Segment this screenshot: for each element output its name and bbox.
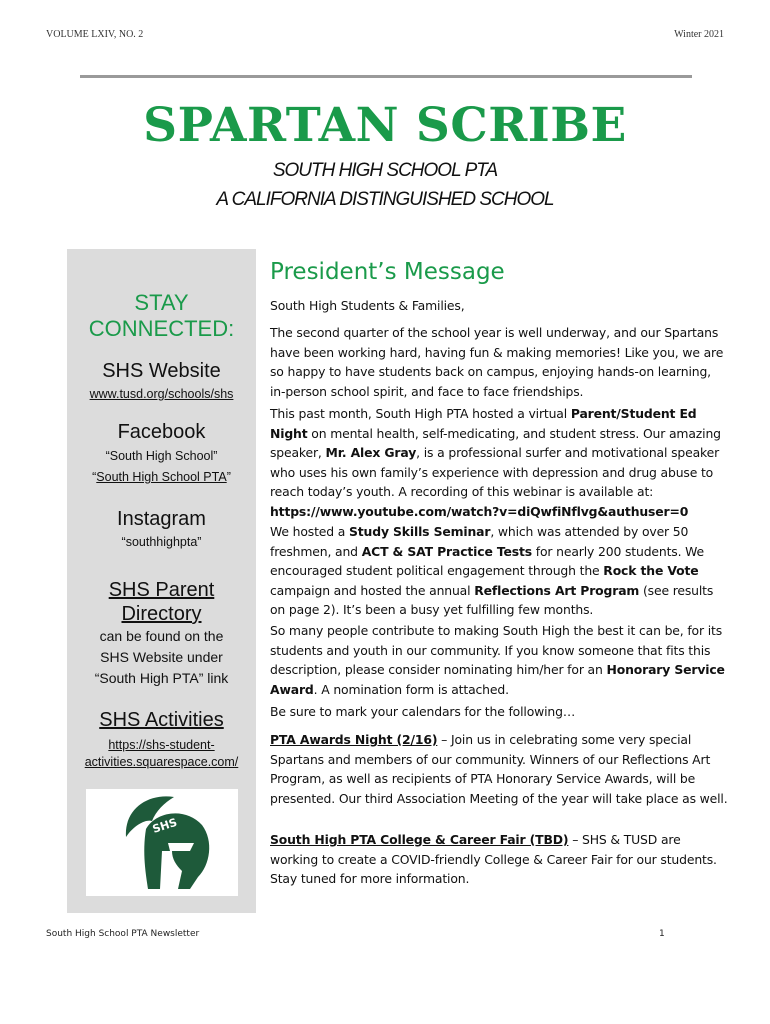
paragraph-calendar: Be sure to mark your calendars for the following… <box>270 704 576 719</box>
directory-line: “South High PTA” link <box>94 670 229 686</box>
website-link[interactable]: www.tusd.org/schools/shs <box>89 387 234 401</box>
stay-connected-heading <box>67 290 256 342</box>
facebook-heading: Facebook <box>117 421 206 443</box>
subtitle-distinguished: A CALIFORNIA DISTINGUISHED SCHOOL <box>216 189 554 210</box>
facebook-pta-link[interactable]: South High School PTA <box>96 470 227 484</box>
text-run: (see results on page 2). It’s been a busy yet fulfilling few months. <box>270 582 714 617</box>
website-heading: SHS Website <box>102 360 221 382</box>
paragraph-award <box>270 621 730 699</box>
subtitle-pta: SOUTH HIGH SCHOOL PTA <box>272 160 498 181</box>
season-label: Winter 2021 <box>674 29 724 40</box>
text-run: campaign and hosted the annual <box>270 582 475 598</box>
spartan-logo <box>86 789 238 896</box>
newsletter-title: SPARTAN SCRIBE <box>143 98 627 153</box>
event-name: Reflections Art Program <box>474 582 640 598</box>
instagram-heading: Instagram <box>117 508 206 530</box>
text-run: – SHS & TUSD are working to create a COVID-friendly College & Career Fair for our students. Stay tuned for more information. <box>270 832 717 886</box>
speaker-name: Mr. Alex Gray <box>325 445 417 460</box>
quote-open: “ <box>92 470 97 484</box>
facebook-page-name: “South High School” <box>105 449 218 463</box>
directory-line: SHS Website under <box>100 649 223 665</box>
paragraph-ed-night <box>270 404 730 521</box>
instagram-handle: “southhighpta” <box>121 535 202 549</box>
quote-close: ” <box>226 470 231 484</box>
header-rule <box>80 75 692 78</box>
activities-url-line[interactable]: activities.squarespace.com/ <box>84 755 239 769</box>
activities-url-line[interactable]: https://shs-student- <box>108 738 215 752</box>
webinar-link[interactable]: https://www.youtube.com/watch?v=diQwfiNflvg&authuser=0 <box>270 503 689 519</box>
text-run: This past month, South High PTA hosted a virtual <box>270 406 571 421</box>
footer-newsletter-name: South High School PTA Newsletter <box>46 929 200 939</box>
greeting: South High Students & Families, <box>270 298 465 313</box>
logo-lettering: SHS <box>150 815 179 836</box>
text-run: We hosted a <box>270 524 349 539</box>
facebook-pta-line <box>67 469 256 486</box>
text-run: So many people contribute to making South High the best it can be, for its students and youth in our community. If you know someone that fits this description, please consider nominating him/her for an <box>270 623 723 677</box>
paragraph-intro: The second quarter of the school year is well underway, and our Spartans have been working hard, having fun & making memories! Like you, we are so happy to have students back on campus, enjoying hands-on learning, in-person school spirit, and face to face friendships. <box>270 325 724 399</box>
text-run: , is a professional surfer and motivational speaker who uses his own family’s experience with depression and drug abuse to reach today’s youth. A recording of this webinar is available at: <box>270 445 720 499</box>
text-run: for nearly 200 students. We encouraged student political engagement through the <box>270 543 705 578</box>
award-name: Honorary Service Award <box>270 662 725 697</box>
article-heading: President’s Message <box>270 259 505 285</box>
page-number: 1 <box>659 929 665 939</box>
connected-line: CONNECTED: <box>88 316 235 341</box>
event-name: Study Skills Seminar <box>349 524 491 539</box>
text-run: on mental health, self-medicating, and student stress. Our amazing speaker, <box>270 425 721 460</box>
activities-link[interactable] <box>67 737 256 771</box>
spartan-helmet-icon <box>86 789 238 896</box>
text-run: . A nomination form is attached. <box>313 681 509 697</box>
text-run: , which was attended by over 50 freshmen, and <box>270 524 689 559</box>
paragraph-seminar <box>270 522 730 620</box>
paragraph-awards-night <box>270 730 730 808</box>
volume-label: VOLUME LXIV, NO. 2 <box>46 29 144 40</box>
event-name: Rock the Vote <box>603 563 699 578</box>
directory-description <box>67 626 256 689</box>
text-run: – Join us in celebrating some very special Spartans and members of our community. Winners of our Reflections Art Program, as well as recipients of PTA Honorary Service Awards, will be presented. Our third Association Meeting of the year will take place as well. <box>270 732 728 806</box>
event-name: Parent/Student Ed Night <box>270 406 697 441</box>
event-title: South High PTA College & Career Fair (TBD) <box>270 832 569 847</box>
directory-heading-line1: SHS Parent <box>108 579 215 601</box>
stay-line: STAY <box>134 290 189 315</box>
activities-heading: SHS Activities <box>99 709 224 731</box>
directory-heading-line2: Directory <box>121 603 202 625</box>
event-title: PTA Awards Night (2/16) <box>270 732 438 747</box>
paragraph-career-fair <box>270 830 730 889</box>
event-name: ACT & SAT Practice Tests <box>361 543 532 559</box>
directory-heading <box>67 578 256 626</box>
directory-line: can be found on the <box>99 628 224 644</box>
